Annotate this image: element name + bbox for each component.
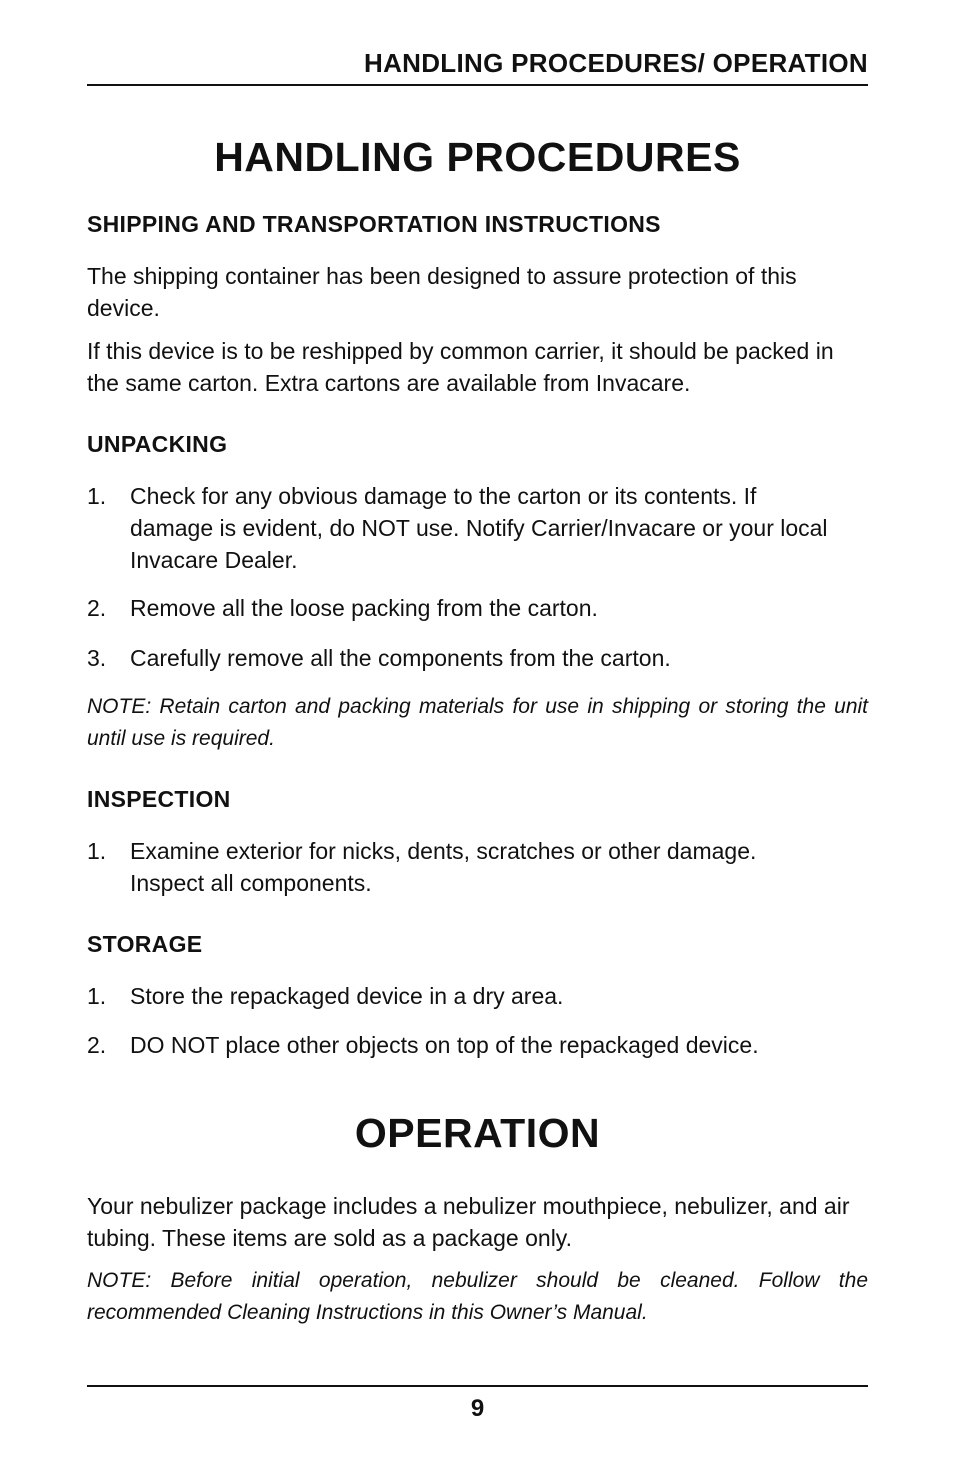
- shipping-paragraph-2: If this device is to be reshipped by common carrier, it should be packed in the same carton. Extra cartons are available from Invacare.: [87, 338, 834, 396]
- operation-title: OPERATION: [354, 1110, 601, 1156]
- operation-note: NOTE: Before initial operation, nebulizer should be cleaned. Follow the recommended Cleaning Instructions in this Owner’s Manual.: [87, 1269, 868, 1324]
- page-number: 9: [470, 1395, 485, 1422]
- list-item-text: Store the repackaged device in a dry area.: [130, 983, 564, 1009]
- list-item: [87, 642, 868, 674]
- list-item-number: 3.: [87, 645, 107, 671]
- list-item-text: Carefully remove all the components from the carton.: [130, 645, 671, 671]
- list-item: [87, 835, 868, 899]
- handling-procedures-title: HANDLING PROCEDURES: [214, 134, 741, 180]
- list-item: [87, 1029, 868, 1061]
- list-item: [87, 592, 868, 624]
- list-item-text: Check for any obvious damage to the carton or its contents. If damage is evident, do NOT use. Notify Carrier/Invacare or your local Invacare Dealer.: [130, 483, 828, 573]
- footer-divider: [87, 1385, 868, 1387]
- header-divider: [87, 84, 868, 86]
- list-item-number: 1.: [87, 838, 107, 864]
- list-item-number: 1.: [87, 483, 107, 509]
- list-item-number: 1.: [87, 983, 107, 1009]
- running-header: HANDLING PROCEDURES/ OPERATION: [364, 48, 868, 78]
- list-item-number: 2.: [87, 1032, 107, 1058]
- list-item-number: 2.: [87, 595, 107, 621]
- inspection-heading: INSPECTION: [87, 786, 231, 812]
- list-item: [87, 980, 868, 1012]
- shipping-paragraph-1: The shipping container has been designed to assure protection of this device.: [87, 263, 797, 321]
- unpacking-note: NOTE: Retain carton and packing materials for use in shipping or storing the unit until use is required.: [87, 695, 868, 750]
- shipping-heading: SHIPPING AND TRANSPORTATION INSTRUCTIONS: [87, 211, 661, 237]
- list-item-text: Remove all the loose packing from the carton.: [130, 595, 598, 621]
- unpacking-heading: UNPACKING: [87, 431, 228, 457]
- storage-heading: STORAGE: [87, 931, 203, 957]
- list-item: [87, 480, 868, 576]
- list-item-text: DO NOT place other objects on top of the repackaged device.: [130, 1032, 759, 1058]
- operation-paragraph: Your nebulizer package includes a nebulizer mouthpiece, nebulizer, and air tubing. These items are sold as a package only.: [87, 1193, 850, 1251]
- list-item-text: Examine exterior for nicks, dents, scratches or other damage. Inspect all components.: [130, 838, 757, 896]
